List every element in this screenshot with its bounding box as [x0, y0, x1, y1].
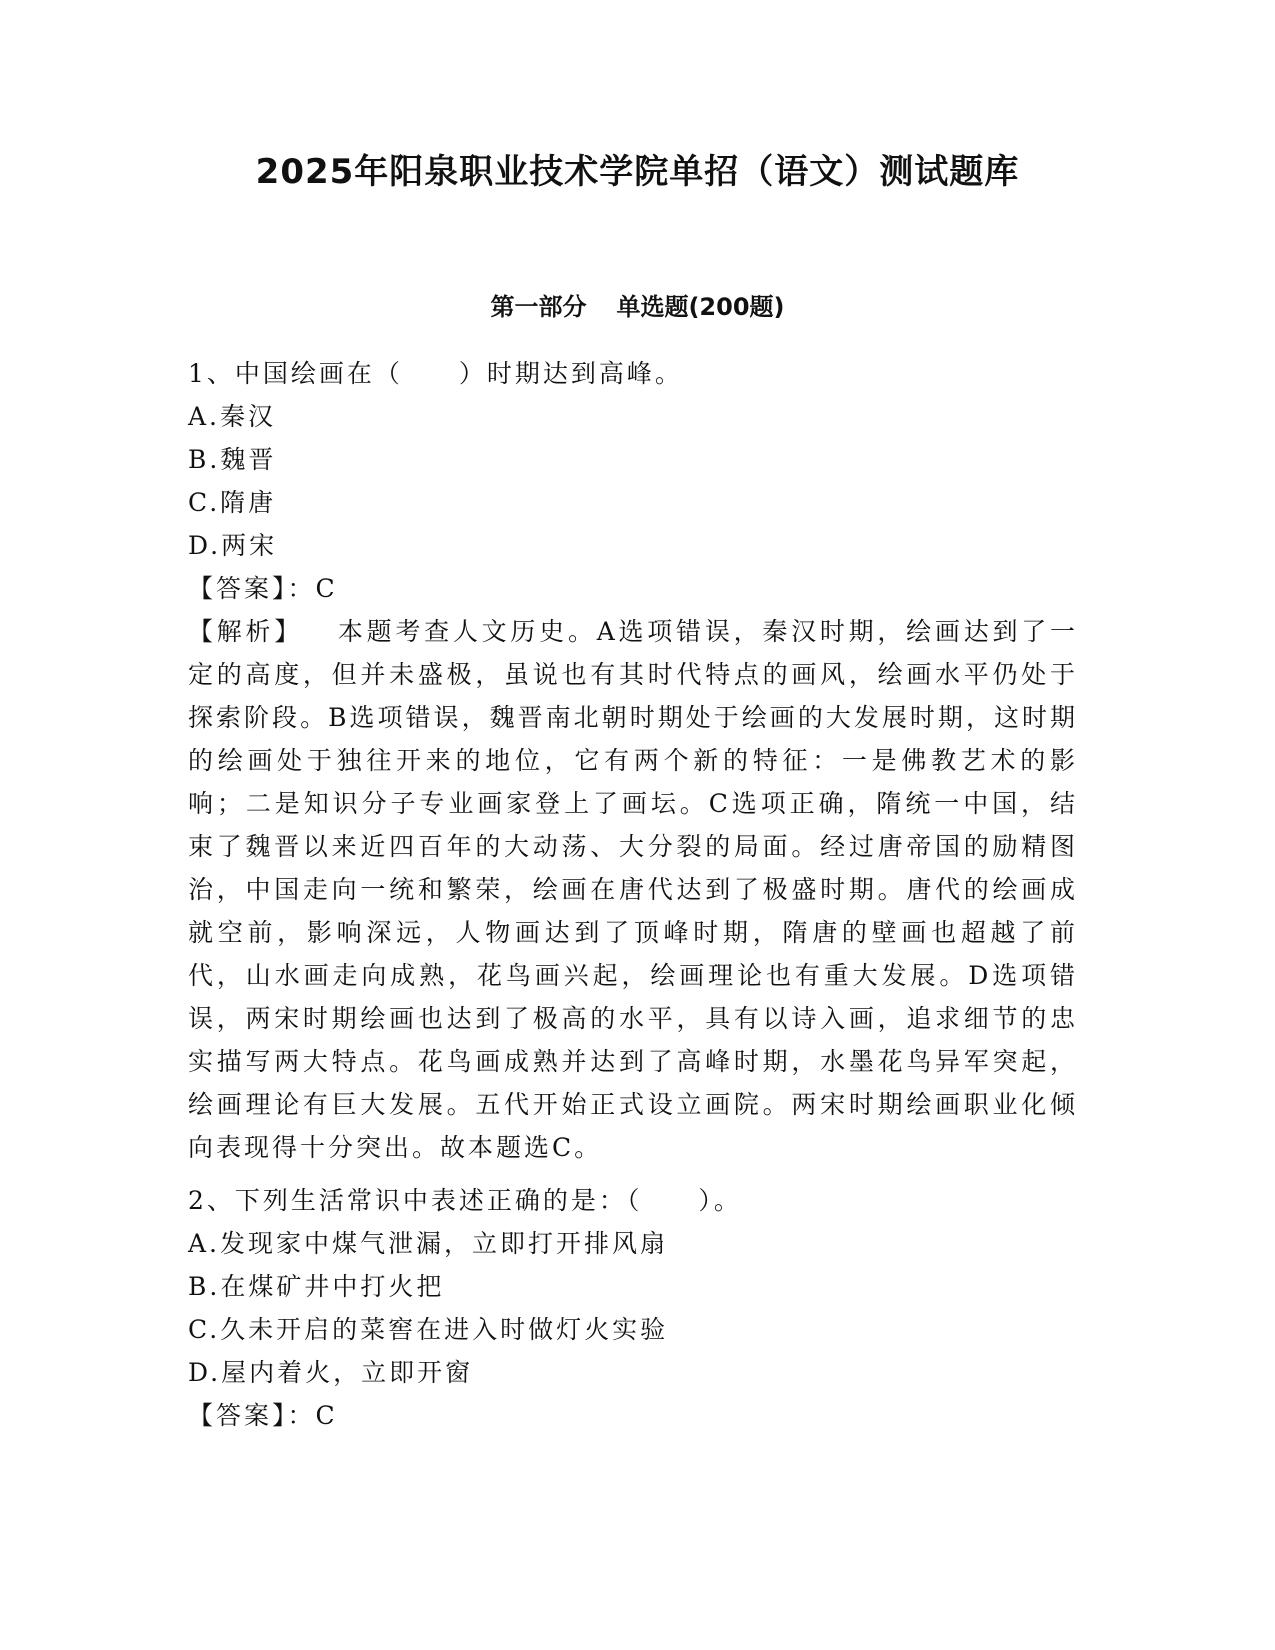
section-heading	[0, 290, 1275, 324]
section-name: 第一部分	[490, 293, 587, 321]
analysis-block	[188, 610, 1078, 1169]
option-c: C.隋唐	[188, 488, 277, 517]
option-d: D.两宋	[188, 531, 278, 560]
question-list	[188, 352, 1078, 1437]
option-a: A.发现家中煤气泄漏，立即打开排风扇	[188, 1229, 669, 1258]
question-2	[188, 1179, 1078, 1437]
section-subtitle: 单选题(200题)	[616, 293, 785, 321]
option-b: B.在煤矿井中打火把	[188, 1272, 445, 1301]
document-title: 2025年阳泉职业技术学院单招（语文）测试题库	[255, 152, 1020, 192]
option-a: A.秦汉	[188, 402, 277, 431]
answer-value: C	[315, 1401, 338, 1430]
answer-line	[188, 567, 1078, 610]
option-b: B.魏晋	[188, 445, 277, 474]
option-d: D.屋内着火，立即开窗	[188, 1358, 474, 1387]
analysis-text: 本题考查人文历史。A选项错误，秦汉时期，绘画达到了一定的高度，但并未盛极，虽说也有其时代特点的画风，绘画水平仍处于探索阶段。B选项错误，魏晋南北朝时期处于绘画的大发展时期，这时期的绘画处于独往开来的地位，它有两个新的特征：一是佛教艺术的影响；二是知识分子专业画家登上了画坛。C选项正确，隋统一中国，结束了魏晋以来近四百年的大动荡、大分裂的局面。经过唐帝国的励精图治，中国走向一统和繁荣，绘画在唐代达到了极盛时期。唐代的绘画成就空前，影响深远，人物画达到了顶峰时期，隋唐的壁画也超越了前代，山水画走向成熟，花鸟画兴起，绘画理论也有重大发展。D选项错误，两宋时期绘画也达到了极高的水平，具有以诗入画，追求细节的忠实描写两大特点。花鸟画成熟并达到了高峰时期，水墨花鸟异军突起，绘画理论有巨大发展。五代开始正式设立画院。两宋时期绘画职业化倾向表现得十分突出。故本题选C。	[188, 617, 1078, 1162]
answer-label: 【答案】：	[188, 574, 316, 603]
answer-value: C	[315, 574, 338, 603]
answer-label: 【答案】：	[188, 1401, 316, 1430]
question-stem: 1、中国绘画在（ ）时期达到高峰。	[188, 359, 683, 388]
question-stem: 2、下列生活常识中表述正确的是：（ ）。	[188, 1186, 742, 1215]
analysis-label: 【解析】	[188, 617, 304, 646]
answer-line	[188, 1394, 1078, 1437]
question-1	[188, 352, 1078, 1169]
option-c: C.久未开启的菜窖在进入时做灯火实验	[188, 1315, 669, 1344]
